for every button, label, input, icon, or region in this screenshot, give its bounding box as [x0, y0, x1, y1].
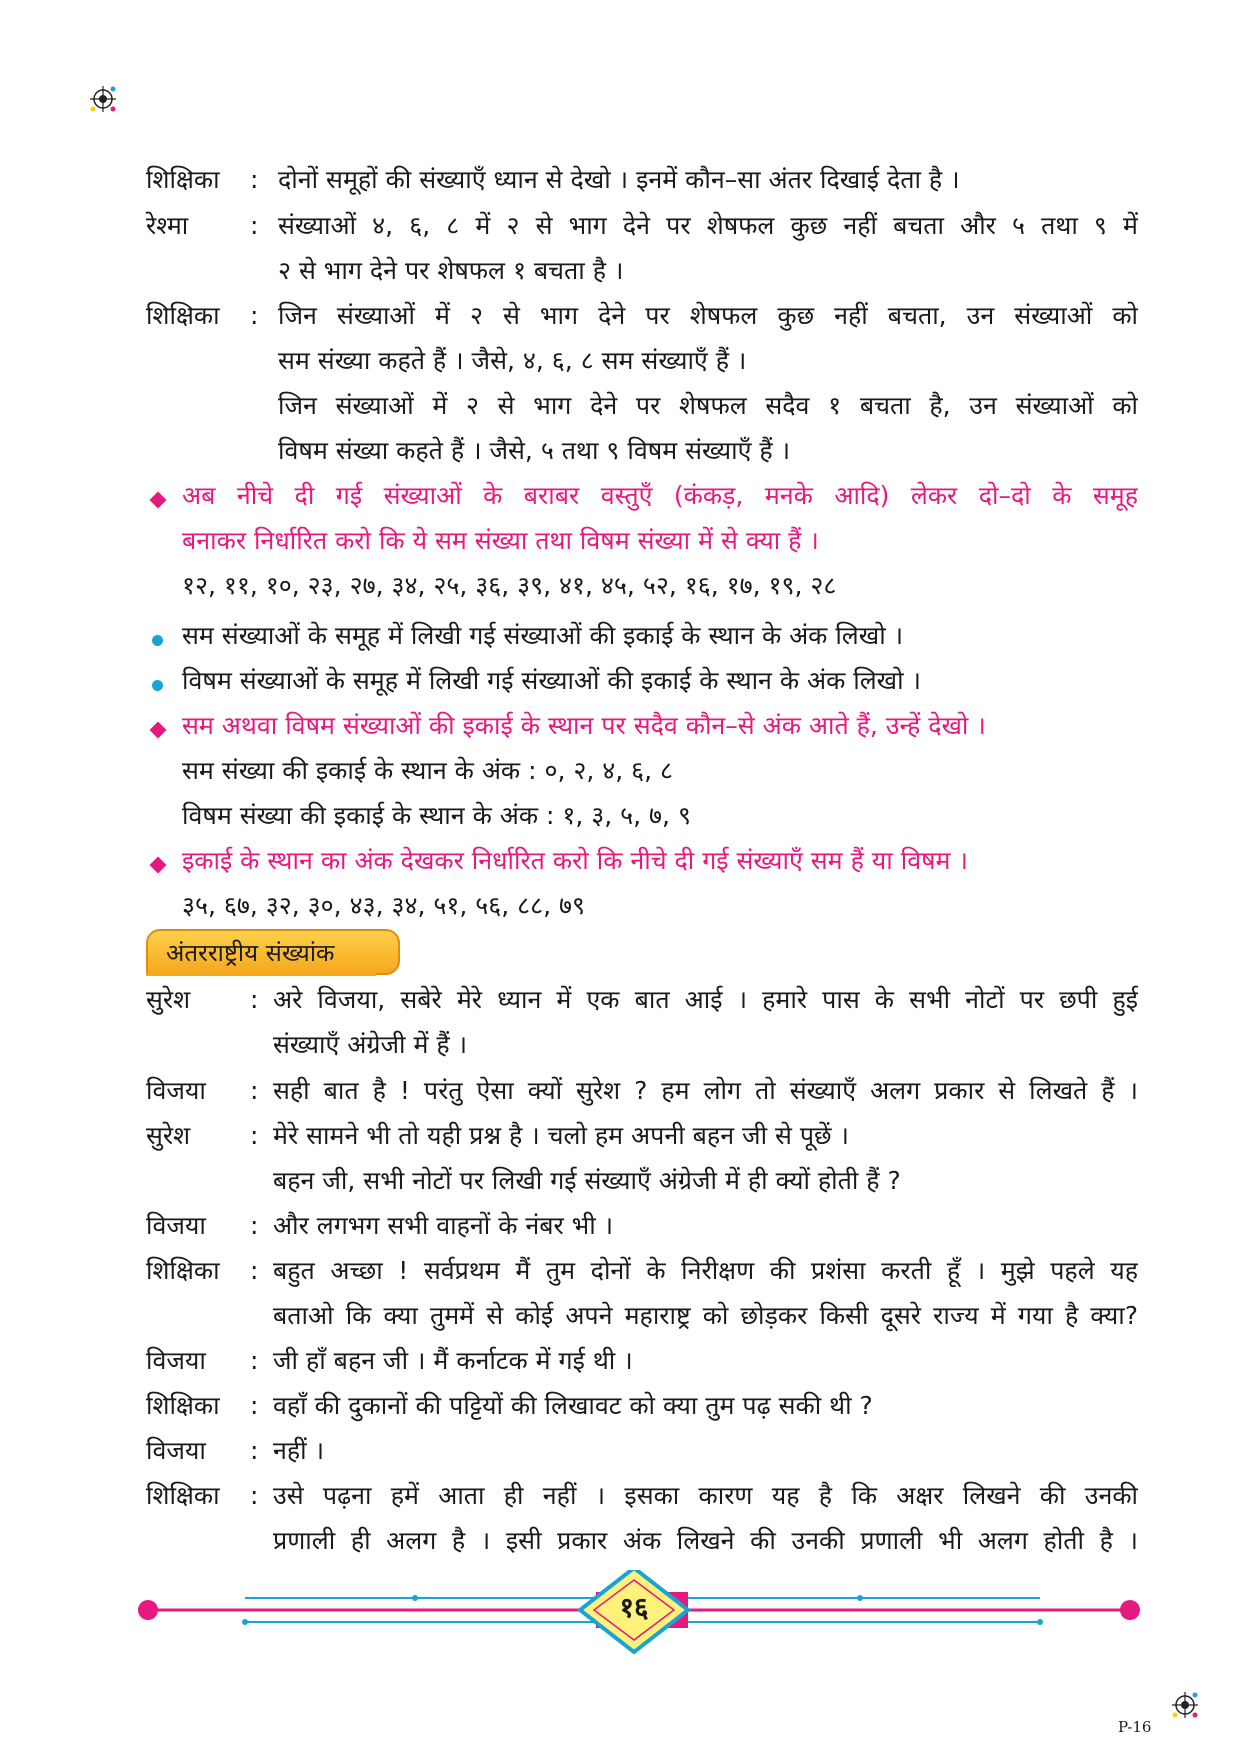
dialogue-line: अरे विजया, सबेरे मेरे ध्यान में एक बात आई । हमारे पास के सभी नोटों पर छपी हुई — [273, 985, 1138, 1014]
colon: : — [250, 985, 259, 1014]
speaker-label: विजया — [146, 1211, 206, 1240]
colon: : — [250, 1121, 259, 1150]
colon: : — [250, 211, 259, 240]
section-title: अंतरराष्ट्रीय संख्यांक — [166, 939, 335, 967]
speaker-label: विजया — [146, 1346, 206, 1375]
registration-mark-icon — [88, 84, 118, 114]
colon: : — [250, 1436, 259, 1465]
dialogue-line: नहीं । — [273, 1436, 325, 1465]
dialogue-line: संख्याएँ अंग्रेजी में हैं । — [273, 1030, 468, 1059]
dialogue-line: सही बात है ! परंतु ऐसा क्यों सुरेश ? हम लोग तो संख्याएँ अलग प्रकार से लिखते हैं । — [273, 1076, 1138, 1105]
task-item: सम संख्याओं के समूह में लिखी गई संख्याओं की इकाई के स्थान के अंक लिखो । — [182, 621, 904, 650]
number-list: ३५, ६७, ३२, ३०, ४३, ३४, ५१, ५६, ८८, ७९ — [182, 891, 586, 920]
page-number: १६ — [619, 1591, 649, 1624]
page-code: P-16 — [1118, 1718, 1152, 1736]
dialogue-line: बताओ कि क्या तुममें से कोई अपने महाराष्ट्र को छोड़कर किसी दूसरे राज्य में गया है क्या? — [273, 1301, 1138, 1330]
dialogue-line: जिन संख्याओं में २ से भाग देने पर शेषफल कुछ नहीं बचता, उन संख्याओं को — [278, 301, 1138, 330]
colon: : — [250, 1076, 259, 1105]
colon: : — [250, 301, 259, 330]
dialogue-line: उसे पढ़ना हमें आता ही नहीं । इसका कारण यह है कि अक्षर लिखने की उनकी — [273, 1481, 1138, 1510]
dialogue-line: बहन जी, सभी नोटों पर लिखी गई संख्याएँ अंग्रेजी में ही क्यों होती हैं ? — [273, 1166, 901, 1195]
colon: : — [250, 1211, 259, 1240]
dialogue-line: संख्याओं ४, ६, ८ में २ से भाग देने पर शेषफल कुछ नहीं बचता और ५ तथा ९ में — [278, 211, 1138, 240]
dialogue-line: जिन संख्याओं में २ से भाग देने पर शेषफल सदैव १ बचता है, उन संख्याओं को — [278, 391, 1138, 420]
colon: : — [250, 1346, 259, 1375]
activity-instruction: सम अथवा विषम संख्याओं की इकाई के स्थान पर सदैव कौन–से अंक आते हैं, उन्हें देखो । — [182, 711, 986, 740]
even-digits-line: सम संख्या की इकाई के स्थान के अंक : ०, २, ४, ६, ८ — [182, 756, 674, 785]
diamond-bullet-icon — [150, 857, 167, 874]
activity-instruction: इकाई के स्थान का अंक देखकर निर्धारित करो कि नीचे दी गई संख्याएँ सम हैं या विषम । — [182, 846, 968, 875]
speaker-label: शिक्षिका — [146, 1391, 220, 1420]
dialogue-line: २ से भाग देने पर शेषफल १ बचता है । — [278, 256, 624, 285]
speaker-label: विजया — [146, 1076, 206, 1105]
speaker-label: शिक्षिका — [146, 1481, 220, 1510]
diamond-bullet-icon — [150, 492, 167, 509]
diamond-bullet-icon — [150, 722, 167, 739]
speaker-label: शिक्षिका — [146, 165, 220, 194]
dialogue-line: और लगभग सभी वाहनों के नंबर भी । — [273, 1211, 614, 1240]
dialogue-line: सम संख्या कहते हैं । जैसे, ४, ६, ८ सम संख्याएँ हैं । — [278, 346, 747, 375]
speaker-label: सुरेश — [146, 985, 191, 1014]
dialogue-line: मेरे सामने भी तो यही प्रश्न है । चलो हम अपनी बहन जी से पूछें । — [273, 1121, 849, 1150]
colon: : — [250, 165, 259, 194]
activity-instruction: बनाकर निर्धारित करो कि ये सम संख्या तथा विषम संख्या में से क्या हैं । — [182, 526, 819, 555]
activity-instruction: अब नीचे दी गई संख्याओं के बराबर वस्तुएँ (कंकड़, मनके आदि) लेकर दो–दो के समूह — [182, 481, 1138, 510]
dialogue-line: विषम संख्या कहते हैं । जैसे, ५ तथा ९ विषम संख्याएँ हैं । — [278, 436, 791, 465]
dialogue-line: दोनों समूहों की संख्याएँ ध्यान से देखो । इनमें कौन–सा अंतर दिखाई देता है । — [278, 165, 960, 194]
speaker-label: सुरेश — [146, 1121, 191, 1150]
number-list: १२, ११, १०, २३, २७, ३४, २५, ३६, ३९, ४१, ४५, ५२, १६, १७, १९, २८ — [182, 571, 837, 600]
speaker-label: विजया — [146, 1436, 206, 1465]
registration-mark-icon — [1170, 1690, 1200, 1720]
task-item: विषम संख्याओं के समूह में लिखी गई संख्याओं की इकाई के स्थान के अंक लिखो । — [182, 666, 922, 695]
speaker-label: शिक्षिका — [146, 1256, 220, 1285]
dialogue-line: जी हाँ बहन जी । मैं कर्नाटक में गई थी । — [273, 1346, 633, 1375]
colon: : — [250, 1256, 259, 1285]
dialogue-line: वहाँ की दुकानों की पट्टियों की लिखावट को क्या तुम पढ़ सकी थी ? — [273, 1391, 873, 1420]
dialogue-line: प्रणाली ही अलग है । इसी प्रकार अंक लिखने की उनकी प्रणाली भी अलग होती है । — [273, 1526, 1138, 1555]
odd-digits-line: विषम संख्या की इकाई के स्थान के अंक : १, ३, ५, ७, ९ — [182, 801, 691, 830]
section-heading — [146, 929, 400, 975]
section-rule — [146, 973, 376, 976]
speaker-label: शिक्षिका — [146, 301, 220, 330]
colon: : — [250, 1481, 259, 1510]
colon: : — [250, 1391, 259, 1420]
speaker-label: रेश्मा — [146, 211, 189, 240]
dot-bullet-icon — [152, 635, 163, 646]
dot-bullet-icon — [152, 680, 163, 691]
dialogue-line: बहुत अच्छा ! सर्वप्रथम मैं तुम दोनों के निरीक्षण की प्रशंसा करती हूँ । मुझे पहले यह — [273, 1256, 1138, 1285]
